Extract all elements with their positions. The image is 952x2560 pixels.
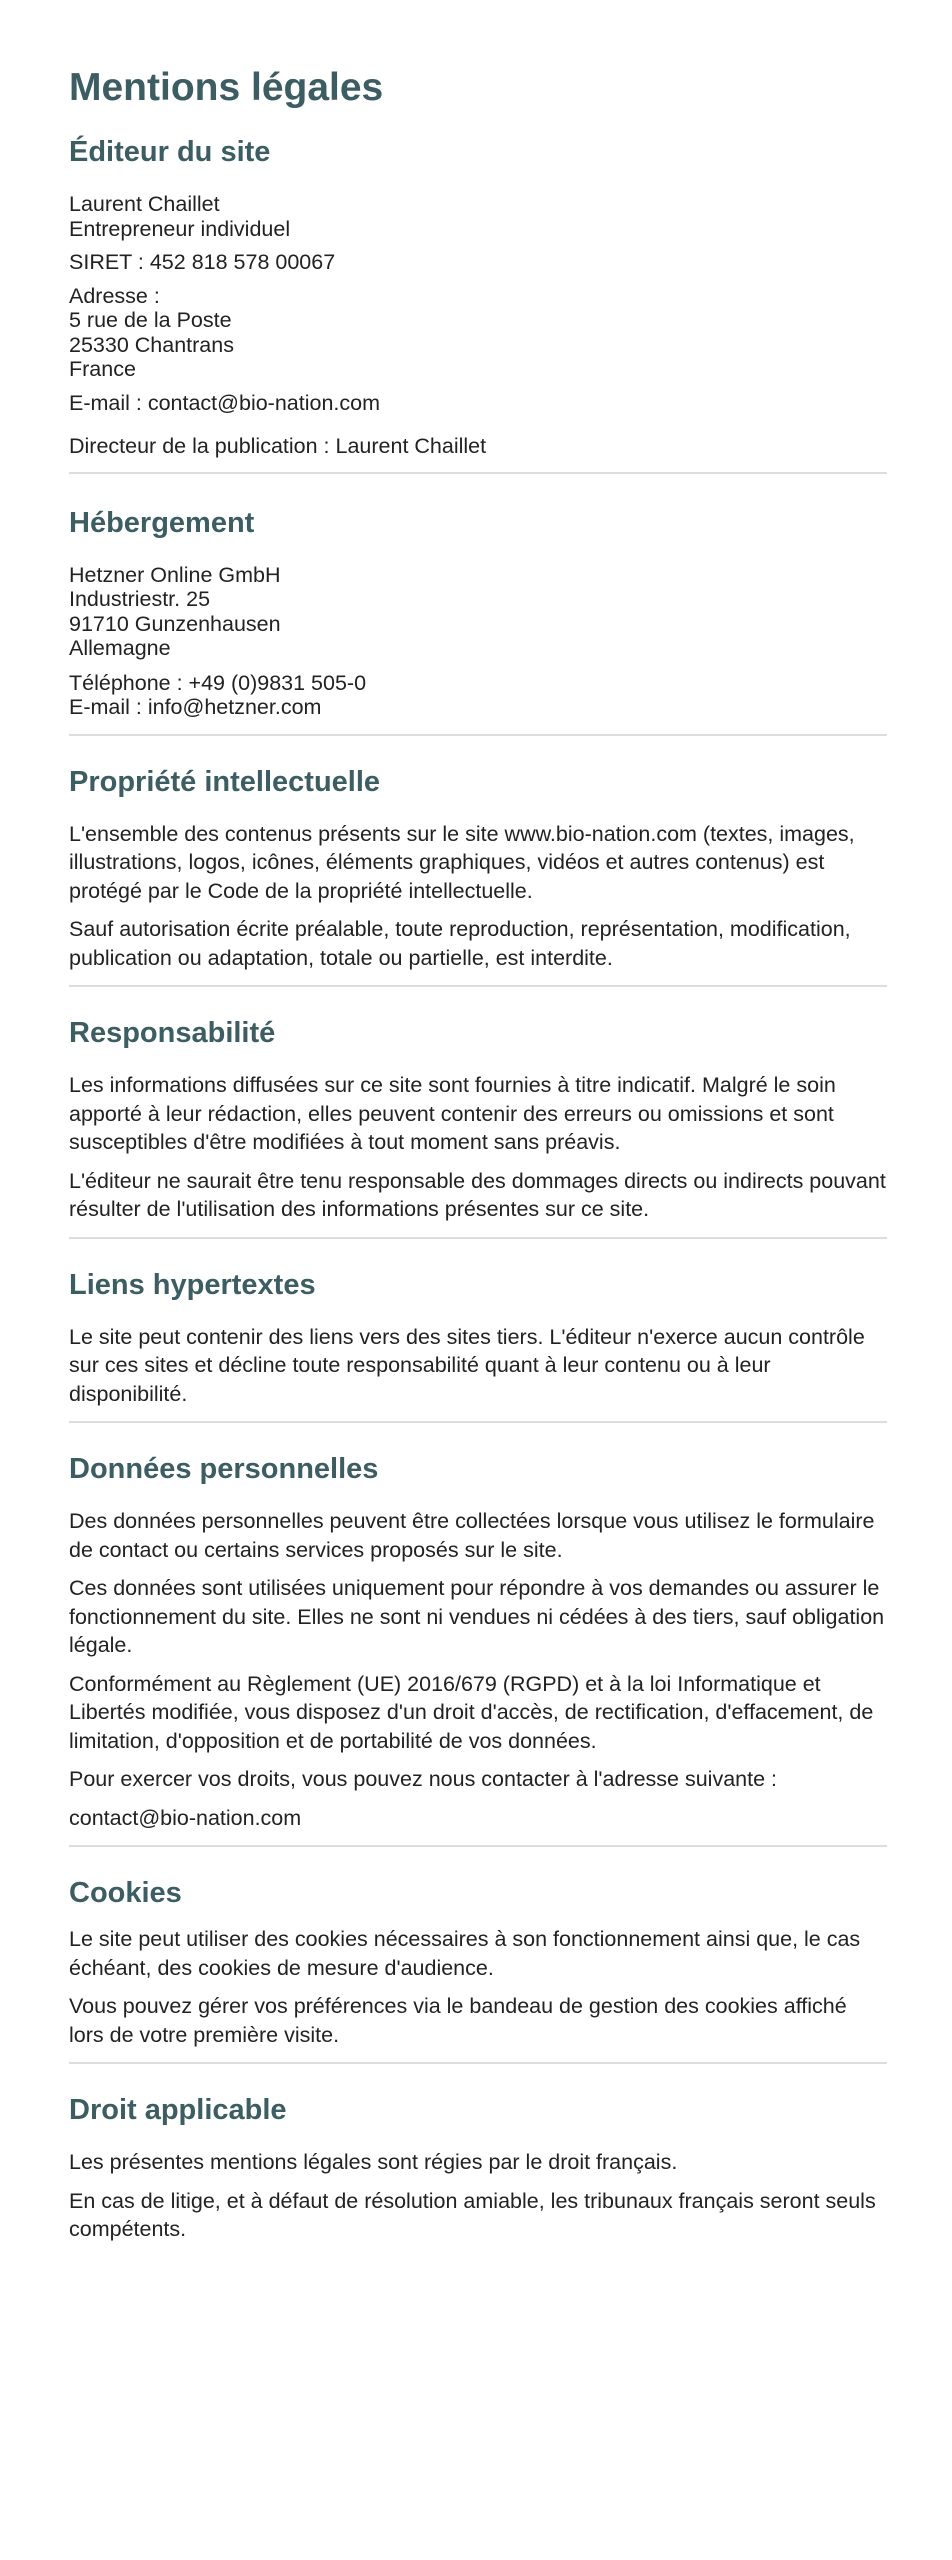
section-heading-propriete: Propriété intellectuelle	[69, 765, 381, 798]
section-propriete	[69, 764, 887, 973]
main-content	[69, 64, 887, 2244]
page-title: Mentions légales	[69, 66, 384, 109]
donnees-paragraph-4: Pour exercer vos droits, vous pouvez nous contacter à l'adresse suivante :	[69, 1767, 777, 1791]
section-heading-droit: Droit applicable	[69, 2094, 287, 2126]
editor-name: Laurent Chaillet	[69, 192, 220, 216]
section-heading-cookies: Cookies	[69, 1877, 182, 1909]
section-divider	[69, 734, 887, 736]
editor-siret: SIRET : 452 818 578 00067	[69, 250, 336, 274]
section-heading-hebergement: Hébergement	[69, 506, 255, 539]
section-cookies	[69, 1875, 887, 2049]
section-divider	[69, 1237, 887, 1239]
section-liens	[69, 1267, 887, 1409]
donnees-paragraph-2: Ces données sont utilisées uniquement pour répondre à vos demandes ou assurer le fonctionnement du site. Elles ne sont ni vendues ni cédées à des tiers, sauf obligation légale.	[69, 1576, 885, 1657]
editor-status: Entrepreneur individuel	[69, 216, 291, 241]
editor-email: E-mail : contact@bio-nation.com	[69, 390, 381, 415]
section-divider	[69, 472, 887, 474]
propriete-paragraph-2: Sauf autorisation écrite préalable, toute reproduction, représentation, modification, publication ou adaptation, totale ou partielle, est interdite.	[69, 917, 851, 970]
section-heading-liens: Liens hypertextes	[69, 1268, 316, 1301]
section-divider	[69, 2062, 887, 2064]
host-email: E-mail : info@hetzner.com	[69, 695, 322, 719]
donnees-paragraph-3: Conformément au Règlement (UE) 2016/679 (RGPD) et à la loi Informatique et Libertés modifiée, vous disposez d'un droit d'accès, de rectification, d'effacement, de limitation, d'opposition et de portabilité de vos données.	[69, 1671, 874, 1753]
section-editeur	[69, 134, 887, 459]
propriete-paragraph-1: L'ensemble des contenus présents sur le site www.bio-nation.com (textes, images, illustrations, logos, icônes, éléments graphiques, vidéos et autres contenus) est protégé par le Code de la propriété intellectuelle.	[69, 821, 855, 903]
section-hebergement	[69, 505, 887, 720]
editor-address-city: 25330 Chantrans	[69, 332, 234, 357]
droit-paragraph-2: En cas de litige, et à défaut de résolution amiable, les tribunaux français seront seuls compétents.	[69, 2188, 876, 2241]
host-phone: Téléphone : +49 (0)9831 505-0	[69, 670, 367, 695]
liens-paragraph-1: Le site peut contenir des liens vers des sites tiers. L'éditeur n'exerce aucun contrôle sur ces sites et décline toute responsabilité quant à leur contenu ou à leur disponibilité.	[69, 1324, 865, 1406]
host-street: Industriestr. 25	[69, 587, 211, 611]
section-responsabilite	[69, 1015, 887, 1224]
section-divider	[69, 1421, 887, 1423]
cookies-paragraph-2: Vous pouvez gérer vos préférences via le bandeau de gestion des cookies affiché lors de votre première visite.	[69, 1994, 847, 2047]
section-donnees	[69, 1451, 887, 1832]
host-country: Allemagne	[69, 636, 171, 660]
host-city: 91710 Gunzenhausen	[69, 611, 281, 636]
section-heading-donnees: Données personnelles	[69, 1453, 379, 1485]
section-heading-responsabilite: Responsabilité	[69, 1017, 276, 1049]
section-heading-editeur: Éditeur du site	[69, 136, 271, 168]
host-company: Hetzner Online GmbH	[69, 562, 281, 587]
editor-address-street: 5 rue de la Poste	[69, 308, 232, 332]
donnees-contact-email: contact@bio-nation.com	[69, 1805, 302, 1830]
cookies-paragraph-1: Le site peut utiliser des cookies nécessaires à son fonctionnement ainsi que, le cas échéant, des cookies de mesure d'audience.	[69, 1927, 861, 1980]
section-droit	[69, 2092, 887, 2244]
responsabilite-paragraph-2: L'éditeur ne saurait être tenu responsable des dommages directs ou indirects pouvant résulter de l'utilisation des informations présentes sur ce site.	[69, 1168, 886, 1221]
donnees-paragraph-1: Des données personnelles peuvent être collectées lorsque vous utilisez le formulaire de contact ou certains services proposés sur le site.	[69, 1509, 875, 1562]
editor-address-country: France	[69, 357, 136, 381]
section-divider	[69, 1845, 887, 1847]
droit-paragraph-1: Les présentes mentions légales sont régies par le droit français.	[69, 2150, 678, 2174]
editor-address-label: Adresse :	[69, 283, 160, 308]
responsabilite-paragraph-1: Les informations diffusées sur ce site sont fournies à titre indicatif. Malgré le soin apporté à leur rédaction, elles peuvent contenir des erreurs ou omissions et sont susceptibles d'être modifiées à tout moment sans préavis.	[69, 1073, 836, 1154]
editor-director: Directeur de la publication : Laurent Chaillet	[69, 434, 487, 458]
section-divider	[69, 985, 887, 987]
